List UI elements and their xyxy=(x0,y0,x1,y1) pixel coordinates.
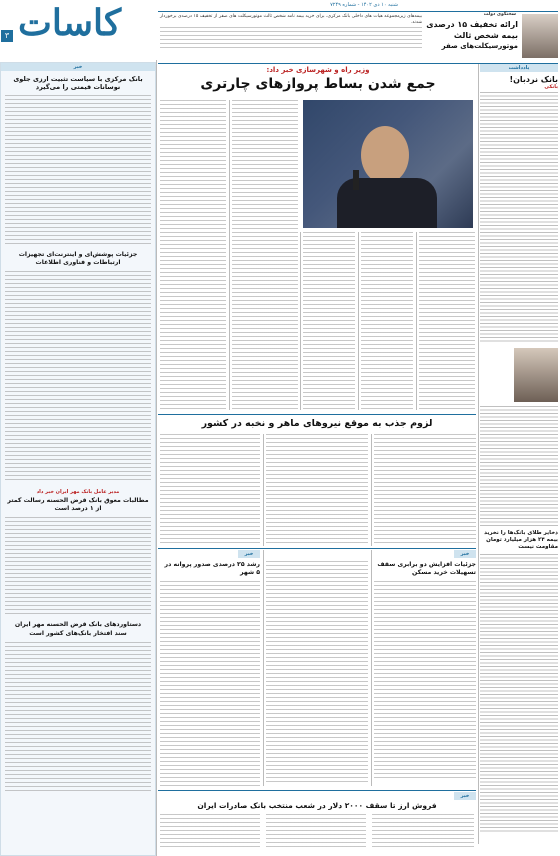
lower-story-2-text-a xyxy=(266,561,368,785)
lower-story-3-col-2 xyxy=(266,814,366,848)
left-story-3-text xyxy=(5,517,151,615)
main-col-1 xyxy=(160,100,226,410)
right-lower-headline: ذخایر طلای بانک‌ها را نخرید بیمه ۲۴ هزار میلیارد تومان مقاومت نیست xyxy=(484,530,558,550)
masthead-title: کاسات xyxy=(18,2,122,44)
left-story-3-headline: مطالبات معوق بانک قرض الحسنه رسالت کمتر از ۱ درصد است xyxy=(7,497,149,512)
lower-story-2-text xyxy=(160,581,260,787)
top-right-title-3: موتورسیکلت‌های صفر xyxy=(441,42,518,50)
lower-story-3-col-1 xyxy=(160,814,260,848)
lower-story-1-text xyxy=(374,581,476,781)
lower-story-1 xyxy=(374,550,476,786)
page-number: ۳ xyxy=(4,31,10,40)
lower-story-2-headline: رشد ۲۵ درصدی صدور پروانه در ۵ شهر xyxy=(164,561,260,576)
right-photo xyxy=(514,348,558,402)
lower-story-3-tag: خبر xyxy=(454,792,476,800)
top-right-title-1: ارائه تخفیف ۱۵ درصدی xyxy=(426,20,518,29)
minister-head xyxy=(361,126,409,184)
top-right-kicker: سخنگوی دولت xyxy=(483,12,516,17)
left-story-2-headline: جزئیات پوشش‌ای و اینترنت‌ای تجهیزات ارتباطات و فناوری اطلاعات xyxy=(18,251,138,266)
lower-story-3-col-3 xyxy=(372,814,474,848)
right-text-2 xyxy=(480,406,558,526)
left-story-2-text xyxy=(5,271,151,483)
main-story xyxy=(158,64,478,92)
masthead xyxy=(0,0,158,60)
top-right-box xyxy=(424,12,558,62)
microphone-icon xyxy=(353,170,359,190)
spokesperson-photo xyxy=(522,14,558,58)
mid-col-3 xyxy=(374,434,476,546)
lower-story-1-tag: خبر xyxy=(454,550,476,558)
lower-story-3-headline: فروش ارز تا سقف ۲۰۰۰ دلار در شعب منتخب بانک صادرات ایران xyxy=(197,801,437,810)
main-col-2 xyxy=(232,100,298,410)
top-right-title-2: بیمه شخص ثالث xyxy=(453,31,518,40)
page-number-badge xyxy=(1,30,13,42)
lower-story-2-block xyxy=(266,550,368,786)
left-story-4-text xyxy=(5,642,151,792)
top-intro-lines xyxy=(160,27,422,51)
main-photo xyxy=(303,100,473,228)
left-story-1-headline: بانک مرکزی با سیاست تثبیت ارزی جلوی نوسانات قیمتی را می‌گیرد xyxy=(13,75,143,91)
lower-story-3 xyxy=(158,792,476,852)
lower-story-2-tag: خبر xyxy=(238,550,260,558)
main-headline: جمع شدن بساط پروازهای چارتری xyxy=(200,76,436,92)
right-column xyxy=(480,64,558,844)
right-text-1 xyxy=(480,92,558,342)
main-kicker: وزیر راه و شهرسازی خبر داد: xyxy=(266,66,370,74)
minister-body xyxy=(337,178,437,228)
mid-col-2 xyxy=(266,434,368,546)
left-story-4-headline: دستاوردهای بانک قرض الحسنه مهر ایران xyxy=(14,621,142,628)
right-subtitle: بانکی xyxy=(544,84,558,90)
lower-story-1-headline: جزئیات افزایش دو برابری سقف تسهیلات خرید مسکن xyxy=(377,561,476,576)
mid-col-1 xyxy=(160,434,260,546)
date-line: شنبه ۱۰ دی ۱۴۰۲ - شماره ۷۲۴۹ xyxy=(330,2,398,8)
left-story-4-subheadline: سند افتخار بانک‌های کشور است xyxy=(29,630,127,637)
main-col-3 xyxy=(303,232,355,410)
left-story-1-text xyxy=(5,95,151,245)
top-intro-text: بیمه‌های زیرمجموعه هیات های داخلی بانک مرکزی، برای خرید بیمه نامه شخص ثالث موتورسیکلت های صفر از تخفیف ۱۵ درصدی برخوردار شدند. xyxy=(160,14,423,25)
left-top-tag: خبر xyxy=(1,63,155,71)
lower-story-2 xyxy=(160,550,260,786)
main-col-5 xyxy=(419,232,475,410)
date-bar xyxy=(158,2,398,10)
main-col-4 xyxy=(361,232,413,410)
right-text-3 xyxy=(480,554,558,834)
right-section-label: یادداشت xyxy=(480,64,558,72)
right-title: بانک نردبان! xyxy=(509,75,558,84)
left-column xyxy=(0,62,156,856)
top-intro xyxy=(160,14,422,58)
left-story-3-kicker: مدیر عامل بانک مهر ایران خبر داد xyxy=(36,489,120,495)
mid-headline: لزوم جذب به موقع نیروهای ماهر و نخبه در کشور xyxy=(201,418,433,429)
